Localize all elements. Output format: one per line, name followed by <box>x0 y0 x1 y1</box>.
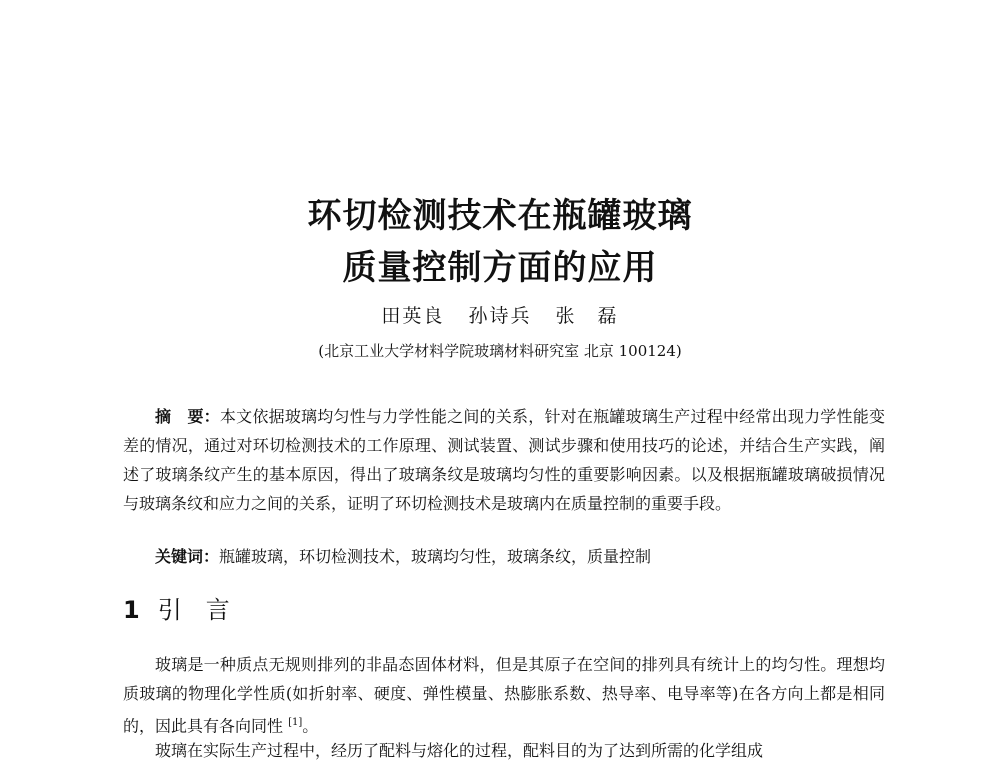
abstract-text: 本文依据玻璃均匀性与力学性能之间的关系，针对在瓶罐玻璃生产过程中经常出现力学性能变差的情况，通过对环切检测技术的工作原理、测试装置、测试步骤和使用技巧的论述，并结合生产实践，阐述了玻璃条纹产生的基本原因，得出了玻璃条纹是玻璃均匀性的重要影响因素。以及根据瓶罐玻璃破损情况与玻璃条纹和应力之间的关系，证明了环切检测技术是玻璃内在质量控制的重要手段。 <box>123 407 885 513</box>
abstract-label: 摘 要： <box>155 407 220 426</box>
keywords <box>155 542 885 571</box>
affiliation: (北京工业大学材料学院玻璃材料研究室 北京 100124) <box>318 342 682 360</box>
paragraph-1-end: 。 <box>302 716 319 736</box>
abstract <box>123 402 885 518</box>
intro-paragraph-2: 玻璃在实际生产过程中，经历了配料与熔化的过程，配料目的为了达到所需的化学组成 <box>155 741 764 760</box>
section-heading-introduction <box>123 590 254 625</box>
paragraph-1-text: 玻璃是一种质点无规则排列的非晶态固体材料，但是其原子在空间的排列具有统计上的均匀性。理想均质玻璃的物理化学性质(如折射率、硬度、弹性模量、热膨胀系数、热导率、电导率等)在各方向上都是相同的，因此具有各向同性 <box>123 655 885 736</box>
author-list <box>0 301 1000 328</box>
section-title: 引言 <box>157 596 254 624</box>
keywords-label: 关键词： <box>155 547 220 566</box>
author-3: 张 磊 <box>555 305 619 327</box>
citation-ref[interactable]: [1] <box>288 717 303 728</box>
section-number: 1 <box>123 596 140 624</box>
author-2: 孙诗兵 <box>468 305 532 327</box>
author-1: 田英良 <box>381 305 445 327</box>
paper-title-line-1: 环切检测技术在瓶罐玻璃 <box>307 196 693 236</box>
intro-paragraph-1 <box>123 650 885 740</box>
paper-title-line-2: 质量控制方面的应用 <box>342 248 658 288</box>
keywords-text: 瓶罐玻璃，环切检测技术，玻璃均匀性，玻璃条纹，质量控制 <box>219 547 652 566</box>
